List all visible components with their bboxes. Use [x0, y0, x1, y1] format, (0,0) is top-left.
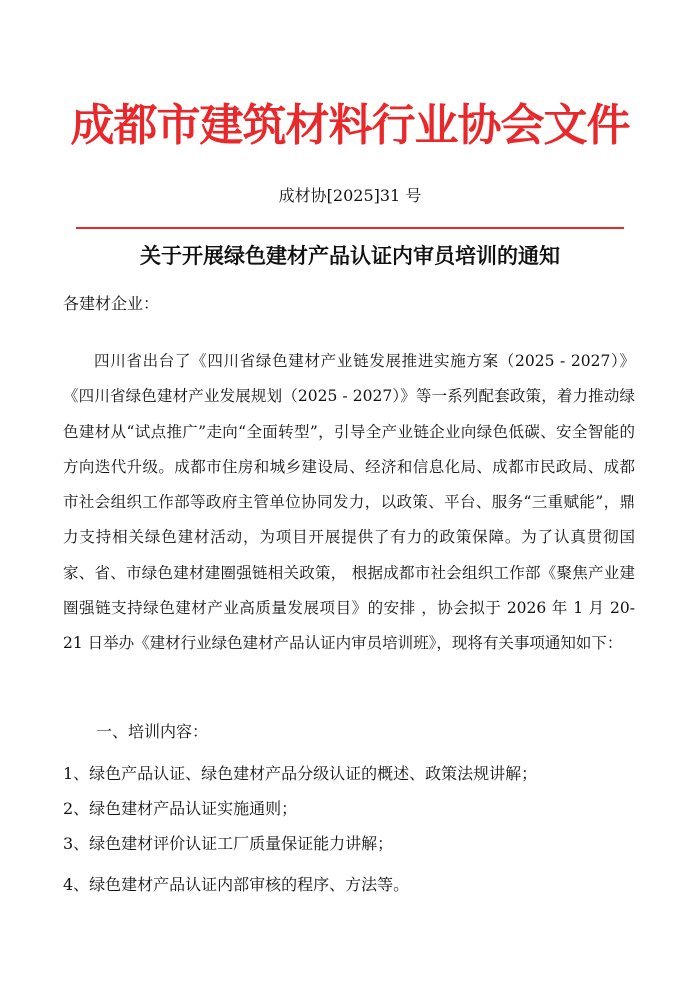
list-item: 2、绿色建材产品认证实施通则；	[63, 799, 298, 818]
salutation: 各建材企业：	[63, 294, 160, 313]
header-divider	[76, 227, 624, 229]
list-item: 1、绿色产品认证、绿色建材产品分级认证的概述、政策法规讲解；	[63, 764, 538, 783]
list-item: 3、绿色建材评价认证工厂质量保证能力讲解；	[63, 834, 394, 853]
notice-title: 关于开展绿色建材产品认证内审员培训的通知	[140, 244, 560, 268]
document-header-title: 成都市建筑材料行业协会文件	[70, 100, 630, 151]
document-number: 成材协[2025]31 号	[278, 186, 422, 205]
list-item: 4、绿色建材产品认证内部审核的程序、方法等。	[63, 875, 410, 894]
section-heading-training-content: 一、培训内容：	[96, 722, 209, 741]
body-paragraph: 四川省出台了《四川省绿色建材产业链发展推进实施方案（2025 - 2027）》《四川省绿色建材产业发展规划（2025 - 2027）》等一系列配套政策，着力推动绿色建材从“试点推广”走向“全面转型”，引导全产业链企业向绿色低碳、安全智能的方向迭代升级。成都市住房和城乡建设局、经济和信息化局、成都市民政局、成都市社会组织工作部等政府主管单位协同发力，以政策、平台、服务“三重赋能”，鼎力支持相关绿色建材活动，为项目开展提供了有力的政策保障。为了认真贯彻国家、省、市绿色建材建圈强链相关政策， 根据成都市社会组织工作部《聚焦产业建圈强链支持绿色建材产业高质量发展项目》的安排 ，协会拟于 2026 年 1 月 20-21 日举办《建材行业绿色建材产品认证内审员培训班》，现将有关事项通知如下：	[63, 352, 635, 653]
